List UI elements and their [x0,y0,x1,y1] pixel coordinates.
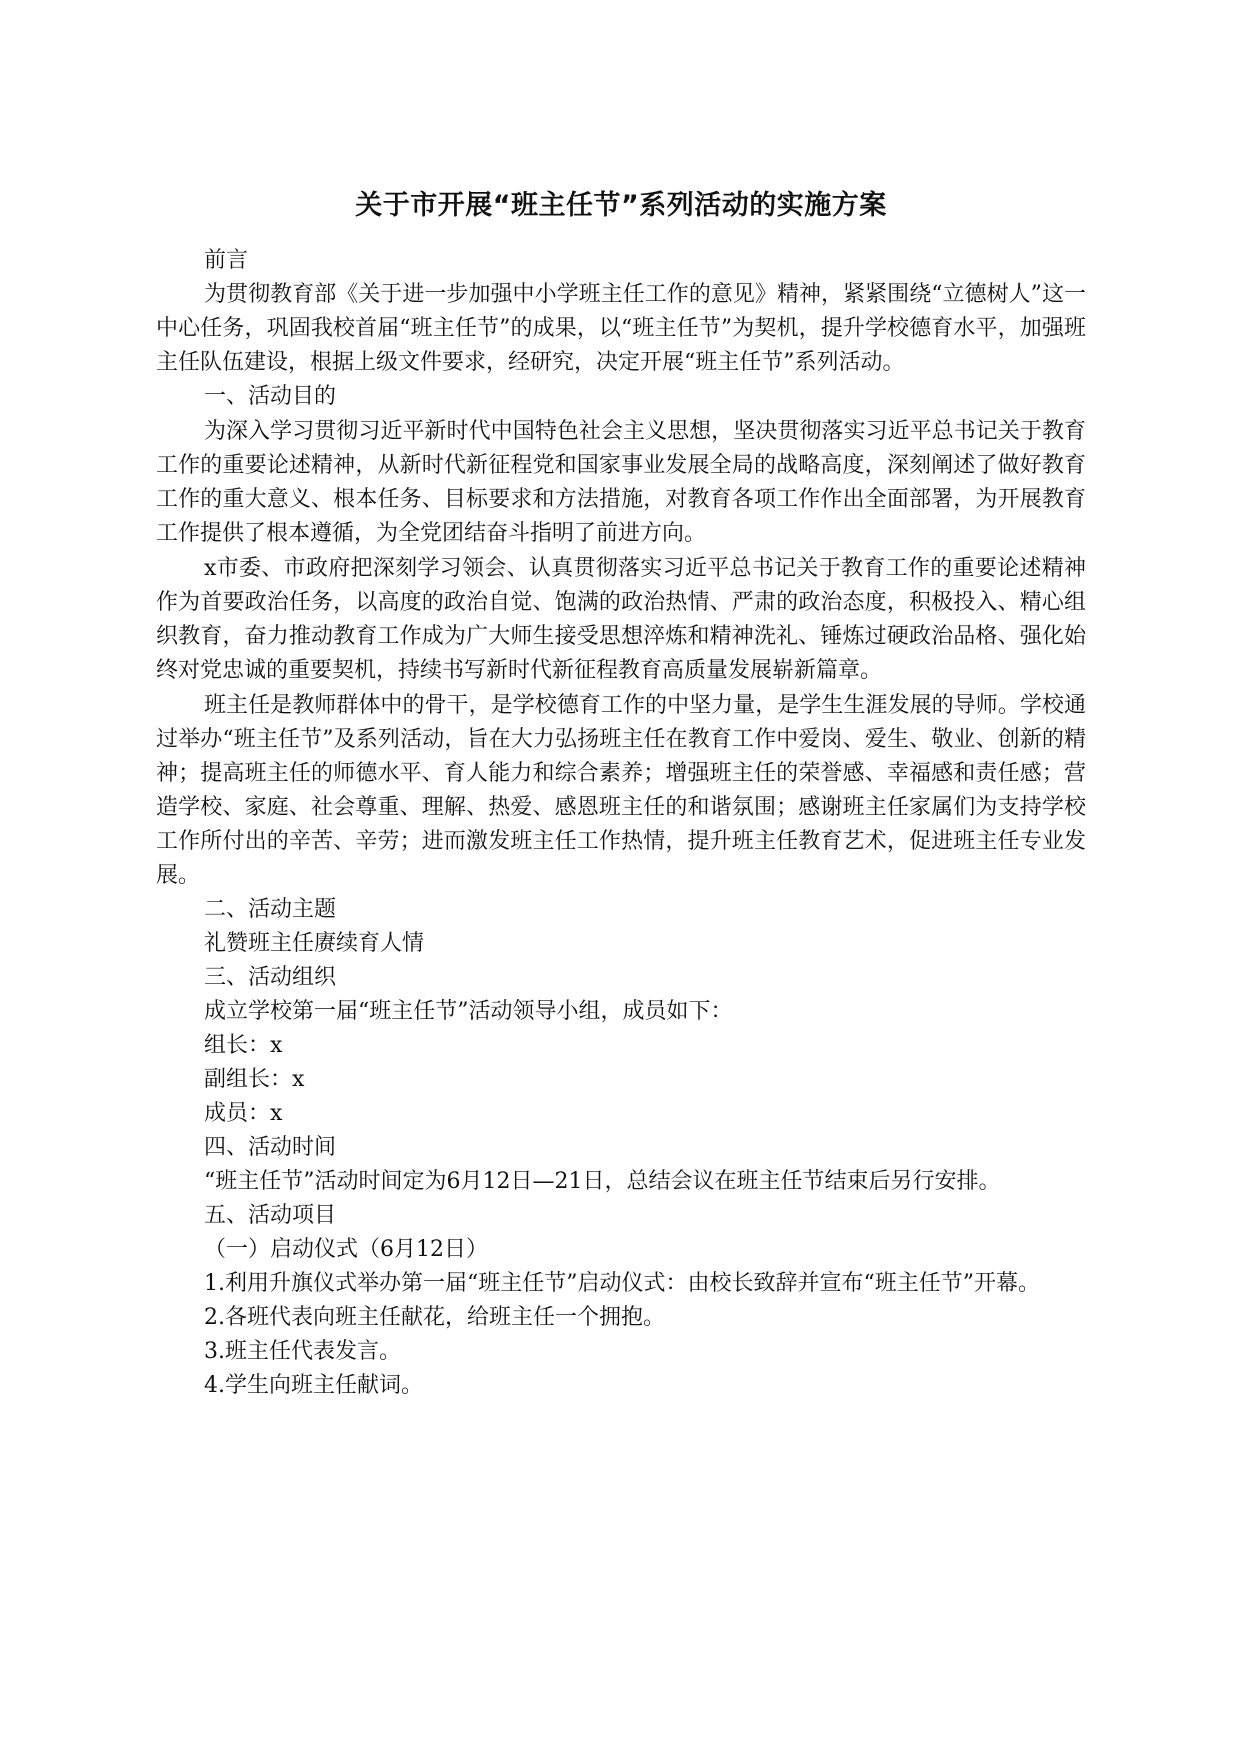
document-body [156,244,1086,1403]
paragraph-time: “班主任节”活动时间定为6月12日—21日，总结会议在班主任节结束后另行安排。 [204,1169,1001,1194]
paragraph-intro: 为贯彻教育部《关于进一步加强中小学班主任工作的意见》精神，紧紧围绕“立德树人”这一中心任务，巩固我校首届“班主任节”的成果，以“班主任节”为契机，提升学校德育水平，加强班主任队伍建设，根据上级文件要求，经研究，决定开展“班主任节”系列活动。 [156,282,1086,375]
heading-theme: 二、活动主题 [204,897,337,922]
document-page [156,186,1086,1403]
heading-projects: 五、活动项目 [204,1203,337,1228]
heading-purpose: 一、活动目的 [204,384,337,409]
list-item-launch-2: 2.各班代表向班主任献花，给班主任一个拥抱。 [204,1305,665,1330]
paragraph-purpose-1: 为深入学习贯彻习近平新时代中国特色社会主义思想，坚决贯彻落实习近平总书记关于教育工作的重要论述精神，从新时代新征程党和国家事业发展全局的战略高度，深刻阐述了做好教育工作的重大意义、根本任务、目标要求和方法措施，对教育各项工作作出全面部署，为开展教育工作提供了根本遵循，为全党团结奋斗指明了前进方向。 [156,419,1086,546]
heading-organization: 三、活动组织 [204,965,337,990]
list-item-launch-4: 4.学生向班主任献词。 [204,1373,423,1398]
heading-time: 四、活动时间 [204,1135,337,1160]
paragraph-organization: 成立学校第一届“班主任节”活动领导小组，成员如下： [204,999,733,1024]
document-title: 关于市开展“班主任节”系列活动的实施方案 [355,190,887,221]
list-item-deputy-leader: 副组长：x [204,1067,305,1092]
list-item-leader: 组长：x [204,1033,283,1058]
paragraph-purpose-2: x市委、市政府把深刻学习领会、认真贯彻落实习近平总书记关于教育工作的重要论述精神作为首要政治任务，以高度的政治自觉、饱满的政治热情、严肃的政治态度，积极投入、精心组织教育，奋力推动教育工作成为广大师生接受思想淬炼和精神洗礼、锤炼过硬政治品格、强化始终对党忠诚的重要契机，持续书写新时代新征程教育高质量发展崭新篇章。 [156,556,1086,683]
section-preface: 前言 [204,248,249,273]
list-item-members: 成员：x [204,1101,283,1126]
list-item-launch-3: 3.班主任代表发言。 [204,1339,401,1364]
paragraph-theme: 礼赞班主任赓续育人情 [204,931,425,956]
list-item-launch-1: 1.利用升旗仪式举办第一届“班主任节”启动仪式：由校长致辞并宣布“班主任节”开幕。 [204,1271,1040,1296]
paragraph-purpose-3: 班主任是教师群体中的骨干，是学校德育工作的中坚力量，是学生生涯发展的导师。学校通过举办“班主任节”及系列活动，旨在大力弘扬班主任在教育工作中爱岗、爱生、敬业、创新的精神；提高班主任的师德水平、育人能力和综合素养；增强班主任的荣誉感、幸福感和责任感；营造学校、家庭、社会尊重、理解、热爱、感恩班主任的和谐氛围；感谢班主任家属们为支持学校工作所付出的辛苦、辛劳；进而激发班主任工作热情，提升班主任教育艺术，促进班主任专业发展。 [156,693,1086,888]
subheading-launch: （一）启动仪式（6月12日） [204,1237,488,1262]
